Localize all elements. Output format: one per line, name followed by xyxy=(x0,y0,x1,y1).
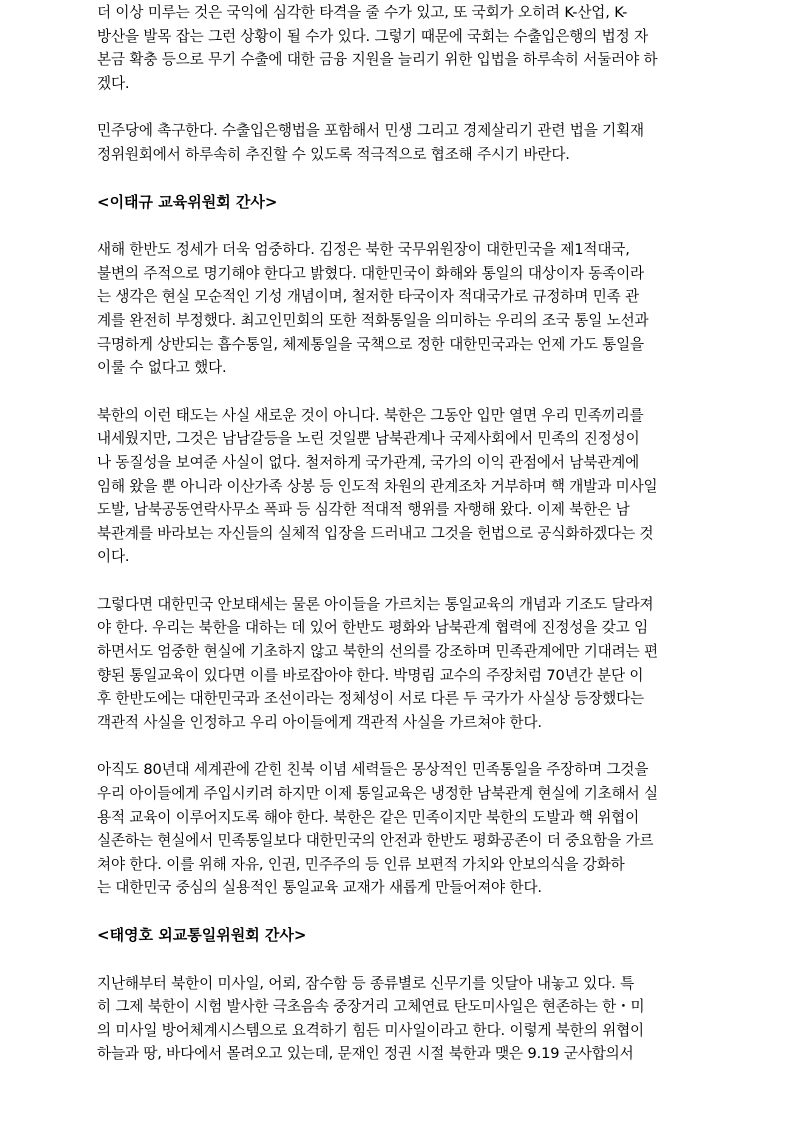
text-line: 향된 통일교육이 있다면 이를 바로잡아야 한다. 박명림 교수의 주장처럼 70년간 분단 이 xyxy=(97,666,644,684)
text-line: 아직도 80년대 세계관에 갇힌 친북 이념 세력들은 몽상적인 민족통일을 주장하며 그것을 xyxy=(97,761,649,779)
text-line: 야 한다. 우리는 북한을 대하는 데 있어 한반도 평화와 남북관계 협력에 진정성을 갖고 임 xyxy=(97,619,649,637)
text-line: 실존하는 현실에서 민족통일보다 대한민국의 안전과 한반도 평화공존이 더 중요함을 가르 xyxy=(97,832,654,850)
text-line: 내세웠지만, 그것은 남남갈등을 노린 것일뿐 남북관계나 국제사회에서 민족의 진정성이 xyxy=(97,430,640,448)
text-line: 임해 왔을 뿐 아니라 이산가족 상봉 등 인도적 차원의 관계조차 거부하며 핵 개발과 미사일 xyxy=(97,477,658,495)
text-line: 북관계를 바라보는 자신들의 실체적 입장을 드러내고 그것을 헌법으로 공식화하겠다는 것 xyxy=(97,524,654,542)
section-heading-foreign-affairs-committee: <태영호 외교통일위원회 간사> xyxy=(97,926,307,944)
text-line: 우리 아이들에게 주입시키려 하지만 이제 통일교육은 냉정한 남북관계 현실에 기초해서 실 xyxy=(97,785,658,803)
text-line: 도발, 남북공동연락사무소 폭파 등 심각한 적대적 행위를 자행해 왔다. 이제 북한은 남 xyxy=(97,501,630,519)
paragraph-5 xyxy=(97,593,701,735)
text-line: 계를 완전히 부정했다. 최고인민회의 또한 적화통일을 의미하는 우리의 조국 통일 노선과 xyxy=(97,311,649,329)
text-line: 본금 확충 등으로 무기 수출에 대한 금융 지원을 늘리기 위한 입법을 하루속히 서둘러야 하 xyxy=(97,51,658,69)
text-line: 는 대한민국 중심의 실용적인 통일교육 교재가 새롭게 만들어져야 한다. xyxy=(97,879,542,897)
text-line: 겠다. xyxy=(97,74,130,92)
text-line: 객관적 사실을 인정하고 우리 아이들에게 객관적 사실을 가르쳐야 한다. xyxy=(97,713,542,731)
section-heading-education-committee: <이태규 교육위원회 간사> xyxy=(97,192,278,211)
text-line: 민주당에 촉구한다. 수출입은행법을 포함해서 민생 그리고 경제살리기 관련 법을 기획재 xyxy=(97,122,645,140)
text-line: 후 한반도에는 대한민국과 조선이라는 정체성이 서로 다른 두 국가가 사실상 등장했다는 xyxy=(97,690,645,708)
text-line: 하늘과 땅, 바다에서 몰려오고 있는데, 문재인 정권 시절 북한과 맺은 9.19 군사합의서 xyxy=(97,1045,634,1063)
text-line: 방산을 발목 잡는 그런 상황이 될 수가 있다. 그렇기 때문에 국회는 수출입은행의 법정 자 xyxy=(97,27,649,45)
paragraph-2 xyxy=(97,119,701,166)
text-line: 지난해부터 북한이 미사일, 어뢰, 잠수함 등 종류별로 신무기를 잇달아 내놓고 있다. 특 xyxy=(97,974,635,992)
paragraph-3 xyxy=(97,238,701,380)
text-line: 이다. xyxy=(97,548,130,566)
text-line: 이룰 수 없다고 했다. xyxy=(97,359,227,377)
paragraph-6 xyxy=(97,758,701,900)
paragraph-1 xyxy=(97,1,701,95)
text-line: 정위원회에서 하루속히 추진할 수 있도록 적극적으로 협조해 주시기 바란다. xyxy=(97,145,570,163)
text-line: 북한의 이런 태도는 사실 새로운 것이 아니다. 북한은 그동안 입만 열면 우리 민족끼리를 xyxy=(97,406,644,424)
text-line: 불변의 주적으로 명기해야 한다고 밝혔다. 대한민국이 화해와 통일의 대상이자 동족이라 xyxy=(97,264,645,282)
text-line: 새해 한반도 정세가 더욱 엄중하다. 김정은 북한 국무위원장이 대한민국을 제1적대국, xyxy=(97,241,630,259)
text-line: 나 동질성을 보여준 사실이 없다. 철저하게 국가관계, 국가의 이익 관점에서 남북관계에 xyxy=(97,453,640,471)
text-line: 히 그제 북한이 시험 발사한 극초음속 중장거리 고체연료 탄도미사일은 현존하는 한・미 xyxy=(97,998,645,1016)
document-body xyxy=(97,0,701,1090)
text-line: 하면서도 엄중한 현실에 기초하지 않고 북한의 선의를 강조하며 민족관계에만 기대려는 편 xyxy=(97,643,658,661)
paragraph-4 xyxy=(97,404,701,569)
paragraph-7 xyxy=(97,972,701,1066)
text-line: 용적 교육이 이루어지도록 해야 한다. 북한은 같은 민족이지만 북한의 도발과 핵 위협이 xyxy=(97,808,640,826)
text-line: 더 이상 미루는 것은 국익에 심각한 타격을 줄 수가 있고, 또 국회가 오히려 K-산업, K- xyxy=(97,4,628,21)
text-line: 는 생각은 현실 모순적인 기성 개념이며, 철저한 타국이자 적대국가로 규정하며 민족 관 xyxy=(97,288,640,306)
text-line: 그렇다면 대한민국 안보태세는 물론 아이들을 가르치는 통일교육의 개념과 기조도 달라져 xyxy=(97,595,654,613)
text-line: 쳐야 한다. 이를 위해 자유, 인권, 민주주의 등 인류 보편적 가치와 안보의식을 강화하 xyxy=(97,855,625,873)
text-line: 극명하게 상반되는 흡수통일, 체제통일을 국책으로 정한 대한민국과는 언제 가도 통일을 xyxy=(97,335,645,353)
text-line: 의 미사일 방어체계시스템으로 요격하기 힘든 미사일이라고 한다. 이렇게 북한의 위협이 xyxy=(97,1021,645,1039)
